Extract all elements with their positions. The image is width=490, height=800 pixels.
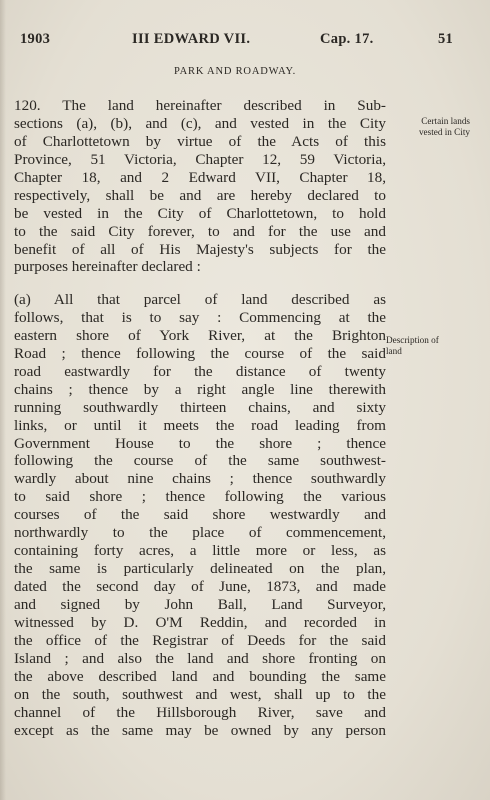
text-line: road eastwardly for the distance of twenty [14,362,386,380]
text-line: of Charlottetown by virtue of the Acts of this [14,132,386,150]
text-line: dated the second day of June, 1873, and made [14,578,386,595]
page-number: 51 [438,31,454,47]
header-title: III EDWARD VII. [132,31,251,47]
text-line: and signed by John Ball, Land Surveyor, [14,595,386,613]
text-line: on the south, southwest and west, shall up to the [14,685,386,703]
text-line: channel of the Hillsborough River, save and [14,703,386,721]
text-line: Chapter 18, and 2 Edward VII, Chapter 18, [14,168,386,186]
text-line: to said shore ; thence following the various [14,488,386,506]
text-line: to the said City forever, to and for the use and [14,222,386,240]
header-chapter: Cap. 17. [320,31,374,47]
text-line: chains ; thence by a right angle line therewith [14,380,386,398]
text-line: courses of the said shore westwardly and [14,506,386,524]
header-year: 1903 [20,31,51,47]
text-line: links, or until it meets the road leading from [14,416,386,434]
text-line: (a) All that parcel of land described as [14,291,386,308]
margin-note-line: land [386,345,402,356]
text-line: Island ; and also the land and shore fronting on [14,649,386,667]
text-line: follows, that is to say : Commencing at the [14,308,386,326]
margin-note-certain-lands [386,116,470,137]
text-line: 120. The land hereinafter described in Sub- [14,97,386,114]
text-line: Government House to the shore ; thence [14,434,386,452]
text-line: Province, 51 Victoria, Chapter 12, 59 Victoria, [14,150,386,168]
text-line: eastern shore of York River, at the Brighton [14,326,386,344]
text-line: be vested in the City of Charlottetown, to hold [14,204,386,222]
margin-note-line: Description of [386,335,439,345]
margin-note-description-of-land [386,335,470,356]
text-line: except as the same may be owned by any person [14,721,386,739]
text-line: containing forty acres, a little more or less, as [14,542,386,560]
margin-note-line: vested in City [418,126,470,137]
running-header [20,31,460,51]
text-line: running southwardly thirteen chains, and sixty [14,398,386,416]
margin-note-line: Certain lands [421,116,470,126]
text-line: witnessed by D. O'M Reddin, and recorded in [14,613,386,631]
text-line: benefit of all of His Majesty's subjects for the [14,240,386,258]
text-line: northwardly to the place of commencement, [14,524,386,542]
text-line: Road ; thence following the course of the said [14,344,386,362]
text-line: purposes hereinafter declared : [14,258,201,276]
text-line: respectively, shall be and are hereby declared to [14,186,386,204]
page-edge-shadow [0,0,6,800]
text-line: the above described land and bounding the same [14,667,386,685]
subsection-a-text [14,291,386,739]
text-line: following the course of the same southwest- [14,452,386,470]
section-120-text [14,97,386,276]
text-line: the office of the Registrar of Deeds for the said [14,631,386,649]
text-line: wardly about nine chains ; thence southwardly [14,470,386,488]
section-title: PARK AND ROADWAY. [173,66,297,77]
text-line: sections (a), (b), and (c), and vested in the City [14,114,386,132]
text-line: the same is particularly delineated on the plan, [14,560,386,578]
